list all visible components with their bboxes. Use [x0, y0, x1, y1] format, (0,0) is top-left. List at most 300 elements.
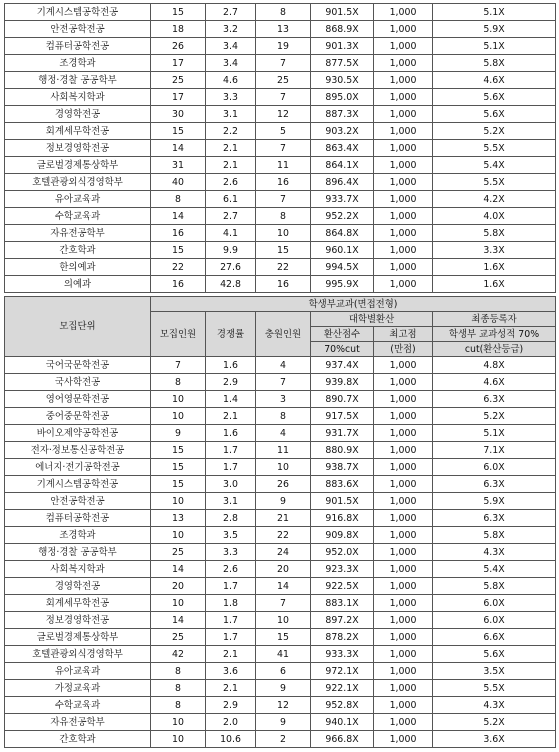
final-grade-cut: 5.9X	[433, 21, 556, 38]
score-cut: 940.1X	[311, 714, 374, 731]
bottom-results-body	[5, 357, 556, 748]
unit-name: 가정교육과	[5, 680, 151, 697]
score-cut: 937.4X	[311, 357, 374, 374]
table-row	[5, 276, 556, 293]
table-row	[5, 208, 556, 225]
table-row	[5, 595, 556, 612]
extra-count: 7	[256, 191, 311, 208]
extra-count: 2	[256, 731, 311, 748]
recruit-count: 15	[151, 4, 206, 21]
recruit-count: 8	[151, 191, 206, 208]
final-grade-cut: 5.6X	[433, 106, 556, 123]
recruit-count: 17	[151, 89, 206, 106]
table-row	[5, 680, 556, 697]
final-grade-cut: 6.6X	[433, 629, 556, 646]
competition-rate: 2.1	[206, 680, 256, 697]
competition-rate: 4.1	[206, 225, 256, 242]
competition-rate: 3.1	[206, 106, 256, 123]
score-cut: 864.8X	[311, 225, 374, 242]
score-cut: 901.5X	[311, 4, 374, 21]
header-competition: 경쟁률	[206, 312, 256, 357]
max-score: 1,000	[374, 157, 433, 174]
final-grade-cut: 4.6X	[433, 72, 556, 89]
table-row	[5, 442, 556, 459]
final-grade-cut: 6.3X	[433, 476, 556, 493]
competition-rate: 3.1	[206, 493, 256, 510]
recruit-count: 7	[151, 357, 206, 374]
max-score: 1,000	[374, 476, 433, 493]
score-cut: 972.1X	[311, 663, 374, 680]
competition-rate: 9.9	[206, 242, 256, 259]
competition-rate: 1.7	[206, 612, 256, 629]
final-grade-cut: 5.2X	[433, 714, 556, 731]
unit-name: 행정·경찰 공공학부	[5, 72, 151, 89]
recruit-count: 8	[151, 663, 206, 680]
unit-name: 중어중문학전공	[5, 408, 151, 425]
table-row	[5, 357, 556, 374]
unit-name: 자유전공학부	[5, 714, 151, 731]
final-grade-cut: 7.1X	[433, 442, 556, 459]
competition-rate: 2.8	[206, 510, 256, 527]
final-grade-cut: 5.2X	[433, 123, 556, 140]
score-cut: 901.5X	[311, 493, 374, 510]
max-score: 1,000	[374, 208, 433, 225]
max-score: 1,000	[374, 680, 433, 697]
unit-name: 안전공학전공	[5, 493, 151, 510]
max-score: 1,000	[374, 374, 433, 391]
unit-name: 조경학과	[5, 527, 151, 544]
unit-name: 한의예과	[5, 259, 151, 276]
competition-rate: 6.1	[206, 191, 256, 208]
recruit-count: 40	[151, 174, 206, 191]
extra-count: 10	[256, 459, 311, 476]
table-row	[5, 259, 556, 276]
header-univ-score: 대학별환산	[311, 312, 433, 327]
recruit-count: 10	[151, 408, 206, 425]
competition-rate: 1.7	[206, 578, 256, 595]
max-score: 1,000	[374, 357, 433, 374]
extra-count: 6	[256, 663, 311, 680]
competition-rate: 1.7	[206, 442, 256, 459]
competition-rate: 3.5	[206, 527, 256, 544]
extra-count: 20	[256, 561, 311, 578]
max-score: 1,000	[374, 276, 433, 293]
final-grade-cut: 5.8X	[433, 527, 556, 544]
competition-rate: 1.7	[206, 629, 256, 646]
competition-rate: 2.1	[206, 646, 256, 663]
table-row	[5, 391, 556, 408]
extra-count: 9	[256, 680, 311, 697]
score-cut: 883.1X	[311, 595, 374, 612]
max-score: 1,000	[374, 55, 433, 72]
competition-rate: 2.2	[206, 123, 256, 140]
header-final-b: 학생부 교과성적 70%	[433, 327, 556, 342]
recruit-count: 14	[151, 612, 206, 629]
table-row	[5, 140, 556, 157]
extra-count: 14	[256, 578, 311, 595]
unit-name: 경영학전공	[5, 106, 151, 123]
final-grade-cut: 5.4X	[433, 561, 556, 578]
max-score: 1,000	[374, 191, 433, 208]
unit-name: 영어영문학전공	[5, 391, 151, 408]
table-row	[5, 38, 556, 55]
extra-count: 7	[256, 89, 311, 106]
recruit-count: 10	[151, 527, 206, 544]
max-score: 1,000	[374, 510, 433, 527]
competition-rate: 27.6	[206, 259, 256, 276]
extra-count: 12	[256, 106, 311, 123]
extra-count: 16	[256, 276, 311, 293]
max-score: 1,000	[374, 259, 433, 276]
table-row	[5, 714, 556, 731]
score-cut: 933.3X	[311, 646, 374, 663]
score-cut: 917.5X	[311, 408, 374, 425]
header-group-title: 학생부교과(면접전형)	[151, 297, 556, 312]
score-cut: 960.1X	[311, 242, 374, 259]
extra-count: 7	[256, 55, 311, 72]
final-grade-cut: 5.4X	[433, 157, 556, 174]
unit-name: 기계시스템공학전공	[5, 4, 151, 21]
top-results-body	[5, 4, 556, 293]
max-score: 1,000	[374, 225, 433, 242]
final-grade-cut: 6.0X	[433, 459, 556, 476]
extra-count: 16	[256, 174, 311, 191]
unit-name: 간호학과	[5, 242, 151, 259]
extra-count: 9	[256, 493, 311, 510]
header-score-b: 70%cut	[311, 342, 374, 357]
max-score: 1,000	[374, 527, 433, 544]
competition-rate: 10.6	[206, 731, 256, 748]
extra-count: 41	[256, 646, 311, 663]
final-grade-cut: 5.1X	[433, 4, 556, 21]
extra-count: 7	[256, 374, 311, 391]
recruit-count: 14	[151, 561, 206, 578]
max-score: 1,000	[374, 408, 433, 425]
final-grade-cut: 1.6X	[433, 276, 556, 293]
recruit-count: 15	[151, 459, 206, 476]
score-cut: 880.9X	[311, 442, 374, 459]
table-row	[5, 663, 556, 680]
max-score: 1,000	[374, 442, 433, 459]
extra-count: 5	[256, 123, 311, 140]
recruit-count: 14	[151, 208, 206, 225]
table-row	[5, 191, 556, 208]
max-score: 1,000	[374, 459, 433, 476]
max-score: 1,000	[374, 595, 433, 612]
table-header	[5, 297, 556, 357]
extra-count: 25	[256, 72, 311, 89]
header-recruit: 모집인원	[151, 312, 206, 357]
table-row	[5, 89, 556, 106]
final-grade-cut: 3.5X	[433, 663, 556, 680]
recruit-count: 14	[151, 140, 206, 157]
max-score: 1,000	[374, 140, 433, 157]
score-cut: 909.8X	[311, 527, 374, 544]
competition-rate: 2.9	[206, 374, 256, 391]
header-extra: 충원인원	[256, 312, 311, 357]
score-cut: 938.7X	[311, 459, 374, 476]
extra-count: 15	[256, 629, 311, 646]
score-cut: 887.3X	[311, 106, 374, 123]
table-row	[5, 731, 556, 748]
max-score: 1,000	[374, 391, 433, 408]
score-cut: 952.2X	[311, 208, 374, 225]
score-cut: 877.5X	[311, 55, 374, 72]
max-score: 1,000	[374, 697, 433, 714]
max-score: 1,000	[374, 578, 433, 595]
table-row	[5, 697, 556, 714]
final-grade-cut: 6.3X	[433, 510, 556, 527]
final-grade-cut: 5.1X	[433, 425, 556, 442]
top-results-table	[4, 3, 556, 293]
score-cut: 878.2X	[311, 629, 374, 646]
unit-name: 회계세무학전공	[5, 123, 151, 140]
score-cut: 931.7X	[311, 425, 374, 442]
max-score: 1,000	[374, 612, 433, 629]
score-cut: 995.9X	[311, 276, 374, 293]
unit-name: 수학교육과	[5, 697, 151, 714]
extra-count: 13	[256, 21, 311, 38]
score-cut: 864.1X	[311, 157, 374, 174]
score-cut: 896.4X	[311, 174, 374, 191]
recruit-count: 10	[151, 731, 206, 748]
header-max-b: (만점)	[374, 342, 433, 357]
unit-name: 회계세무학전공	[5, 595, 151, 612]
score-cut: 923.3X	[311, 561, 374, 578]
competition-rate: 2.7	[206, 208, 256, 225]
final-grade-cut: 4.0X	[433, 208, 556, 225]
unit-name: 국어국문학전공	[5, 357, 151, 374]
unit-name: 자유전공학부	[5, 225, 151, 242]
table-row	[5, 459, 556, 476]
unit-name: 기계시스템공학전공	[5, 476, 151, 493]
competition-rate: 2.7	[206, 4, 256, 21]
extra-count: 10	[256, 225, 311, 242]
max-score: 1,000	[374, 89, 433, 106]
recruit-count: 10	[151, 493, 206, 510]
extra-count: 11	[256, 157, 311, 174]
max-score: 1,000	[374, 493, 433, 510]
final-grade-cut: 4.3X	[433, 697, 556, 714]
table-row	[5, 106, 556, 123]
unit-name: 유아교육과	[5, 663, 151, 680]
competition-rate: 3.0	[206, 476, 256, 493]
table-row	[5, 225, 556, 242]
recruit-count: 10	[151, 714, 206, 731]
final-grade-cut: 6.0X	[433, 612, 556, 629]
score-cut: 952.0X	[311, 544, 374, 561]
score-cut: 939.8X	[311, 374, 374, 391]
max-score: 1,000	[374, 242, 433, 259]
unit-name: 정보경영학전공	[5, 140, 151, 157]
final-grade-cut: 5.6X	[433, 89, 556, 106]
final-grade-cut: 5.9X	[433, 493, 556, 510]
score-cut: 994.5X	[311, 259, 374, 276]
table-row	[5, 21, 556, 38]
final-grade-cut: 4.2X	[433, 191, 556, 208]
recruit-count: 9	[151, 425, 206, 442]
competition-rate: 3.4	[206, 55, 256, 72]
final-grade-cut: 5.5X	[433, 680, 556, 697]
unit-name: 행정·경찰 공공학부	[5, 544, 151, 561]
extra-count: 15	[256, 242, 311, 259]
competition-rate: 2.6	[206, 561, 256, 578]
recruit-count: 8	[151, 697, 206, 714]
final-grade-cut: 4.6X	[433, 374, 556, 391]
final-grade-cut: 5.8X	[433, 225, 556, 242]
max-score: 1,000	[374, 425, 433, 442]
table-row	[5, 408, 556, 425]
final-grade-cut: 5.8X	[433, 55, 556, 72]
final-grade-cut: 6.0X	[433, 595, 556, 612]
max-score: 1,000	[374, 4, 433, 21]
table-row	[5, 242, 556, 259]
unit-name: 에너지·전기공학전공	[5, 459, 151, 476]
recruit-count: 20	[151, 578, 206, 595]
final-grade-cut: 4.8X	[433, 357, 556, 374]
competition-rate: 2.6	[206, 174, 256, 191]
extra-count: 8	[256, 4, 311, 21]
unit-name: 의예과	[5, 276, 151, 293]
competition-rate: 1.6	[206, 357, 256, 374]
max-score: 1,000	[374, 544, 433, 561]
competition-rate: 2.9	[206, 697, 256, 714]
unit-name: 국사학전공	[5, 374, 151, 391]
recruit-count: 10	[151, 595, 206, 612]
bottom-results-table	[4, 296, 556, 748]
competition-rate: 1.7	[206, 459, 256, 476]
max-score: 1,000	[374, 72, 433, 89]
competition-rate: 2.1	[206, 408, 256, 425]
competition-rate: 3.2	[206, 21, 256, 38]
extra-count: 22	[256, 527, 311, 544]
score-cut: 883.6X	[311, 476, 374, 493]
extra-count: 9	[256, 714, 311, 731]
score-cut: 863.4X	[311, 140, 374, 157]
unit-name: 전자·정보통신공학전공	[5, 442, 151, 459]
table-row	[5, 527, 556, 544]
score-cut: 930.5X	[311, 72, 374, 89]
extra-count: 3	[256, 391, 311, 408]
table-row	[5, 561, 556, 578]
unit-name: 컴퓨터공학전공	[5, 510, 151, 527]
competition-rate: 1.6	[206, 425, 256, 442]
unit-name: 사회복지학과	[5, 561, 151, 578]
table-row	[5, 157, 556, 174]
score-cut: 895.0X	[311, 89, 374, 106]
admissions-results-page	[4, 3, 555, 748]
recruit-count: 25	[151, 544, 206, 561]
unit-name: 글로벌경제통상학부	[5, 629, 151, 646]
unit-name: 바이오제약공학전공	[5, 425, 151, 442]
recruit-count: 26	[151, 38, 206, 55]
score-cut: 922.1X	[311, 680, 374, 697]
unit-name: 호텔관광외식경영학부	[5, 646, 151, 663]
table-row	[5, 612, 556, 629]
unit-name: 조경학과	[5, 55, 151, 72]
unit-name: 사회복지학과	[5, 89, 151, 106]
recruit-count: 16	[151, 276, 206, 293]
extra-count: 19	[256, 38, 311, 55]
unit-name: 정보경영학전공	[5, 612, 151, 629]
unit-name: 유아교육과	[5, 191, 151, 208]
recruit-count: 15	[151, 123, 206, 140]
score-cut: 966.8X	[311, 731, 374, 748]
competition-rate: 1.4	[206, 391, 256, 408]
competition-rate: 2.0	[206, 714, 256, 731]
final-grade-cut: 4.3X	[433, 544, 556, 561]
table-row	[5, 646, 556, 663]
recruit-count: 31	[151, 157, 206, 174]
max-score: 1,000	[374, 38, 433, 55]
final-grade-cut: 3.6X	[433, 731, 556, 748]
score-cut: 897.2X	[311, 612, 374, 629]
header-final-c: cut(환산등급)	[433, 342, 556, 357]
unit-name: 수학교육과	[5, 208, 151, 225]
unit-name: 안전공학전공	[5, 21, 151, 38]
final-grade-cut: 3.3X	[433, 242, 556, 259]
final-grade-cut: 5.6X	[433, 646, 556, 663]
final-grade-cut: 5.8X	[433, 578, 556, 595]
recruit-count: 8	[151, 374, 206, 391]
competition-rate: 42.8	[206, 276, 256, 293]
extra-count: 4	[256, 357, 311, 374]
final-grade-cut: 5.2X	[433, 408, 556, 425]
recruit-count: 15	[151, 476, 206, 493]
recruit-count: 22	[151, 259, 206, 276]
table-row	[5, 425, 556, 442]
unit-name: 컴퓨터공학전공	[5, 38, 151, 55]
table-row	[5, 374, 556, 391]
extra-count: 22	[256, 259, 311, 276]
header-final-a: 최종등록자	[433, 312, 556, 327]
table-row	[5, 55, 556, 72]
table-row	[5, 544, 556, 561]
extra-count: 7	[256, 595, 311, 612]
max-score: 1,000	[374, 663, 433, 680]
extra-count: 10	[256, 612, 311, 629]
table-row	[5, 493, 556, 510]
score-cut: 952.8X	[311, 697, 374, 714]
max-score: 1,000	[374, 629, 433, 646]
unit-name: 글로벌경제통상학부	[5, 157, 151, 174]
max-score: 1,000	[374, 21, 433, 38]
score-cut: 933.7X	[311, 191, 374, 208]
recruit-count: 25	[151, 72, 206, 89]
recruit-count: 30	[151, 106, 206, 123]
score-cut: 916.8X	[311, 510, 374, 527]
competition-rate: 2.1	[206, 157, 256, 174]
score-cut: 903.2X	[311, 123, 374, 140]
competition-rate: 3.3	[206, 89, 256, 106]
header-unit: 모집단위	[5, 297, 151, 357]
final-grade-cut: 5.5X	[433, 174, 556, 191]
extra-count: 12	[256, 697, 311, 714]
table-row	[5, 510, 556, 527]
unit-name: 간호학과	[5, 731, 151, 748]
unit-name: 호텔관광외식경영학부	[5, 174, 151, 191]
max-score: 1,000	[374, 646, 433, 663]
table-row	[5, 4, 556, 21]
recruit-count: 15	[151, 242, 206, 259]
max-score: 1,000	[374, 174, 433, 191]
competition-rate: 2.1	[206, 140, 256, 157]
recruit-count: 10	[151, 391, 206, 408]
extra-count: 8	[256, 208, 311, 225]
competition-rate: 3.3	[206, 544, 256, 561]
table-row	[5, 476, 556, 493]
max-score: 1,000	[374, 123, 433, 140]
